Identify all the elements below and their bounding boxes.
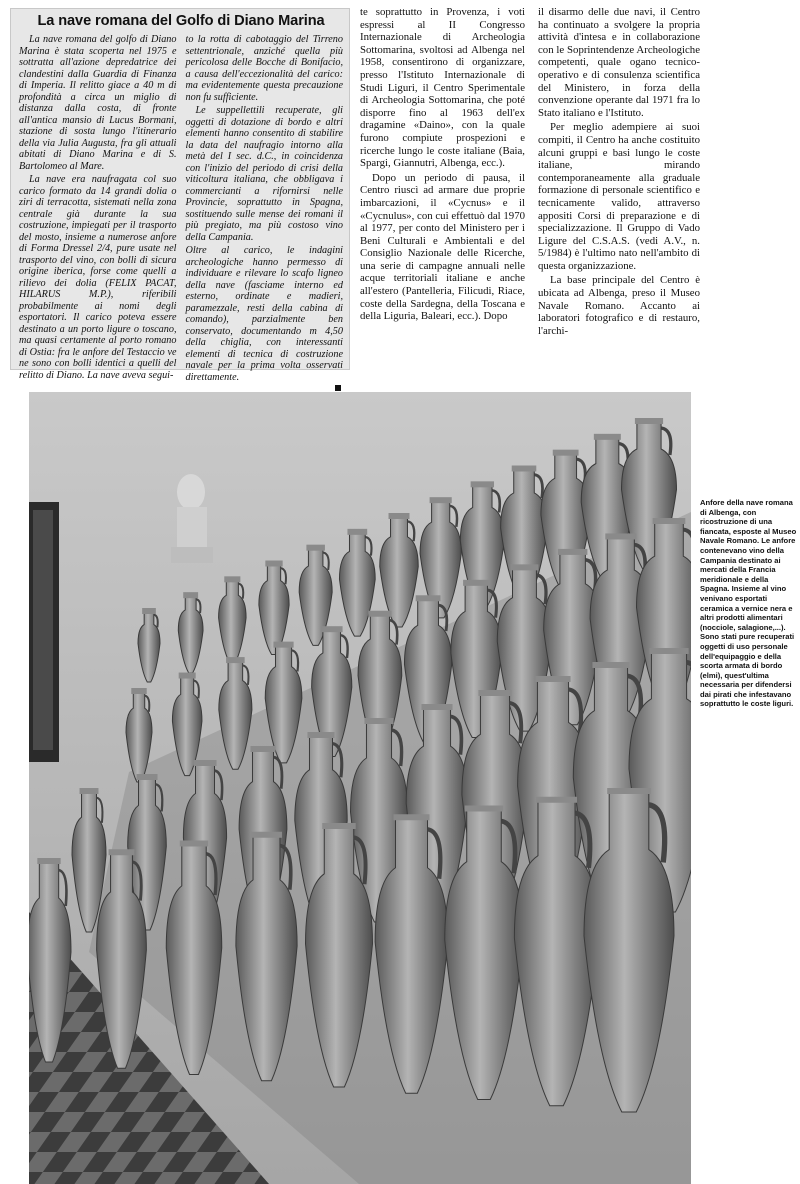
sidebar-title: La nave romana del Golfo di Diano Marina	[37, 13, 325, 29]
paragraph: Le suppellettili recuperate, gli oggetti di dotazione di bordo e altri elementi hanno consentito di stabilire la data del naufragio intorno alla metà del I sec. d.C., in coincidenza con l'inizio del periodo di crisi della viticoltura italiana, che obbligava i commercianti a rifornirsi nelle Provincie, soprattutto in Spagna, sostituendo sulle mense dei romani il più pregiato, ma più costoso vino della Campania.	[185, 105, 343, 243]
photo-caption: Anfore della nave romana di Albenga, con ricostruzione di una fiancata, esposte al Museo Navale Romano. Le anfore contenevano vino della Campania destinato ai mercati della Francia meridionale e della Spagna. Insieme al vino venivano esportati ceramica a vernice nera e altri prodotti alimentari (nocciole, salagione,...). Sono stati pure recuperati oggetti di uso personale dell'equipaggio e della scorta armata di bordo (elmi), quest'ultima necessaria per difendersi dai pirati che infestavano soprattutto le coste liguri.	[700, 498, 797, 709]
amphorae-photo	[29, 392, 691, 1184]
paragraph: Dopo un periodo di pausa, il Centro riuscì ad armare due proprie imbarcazioni, il «Cycnus» e il «Cycnulus», con cui effettuò dal 1970 al 1977, per conto del Ministero per i Beni Culturali e Ambientali e del Consiglio Nazionale delle Ricerche, una serie di campagne annuali nelle acque territoriali italiane e anche all'estero (Pantelleria, Filicudi, Riace, coste della Sardegna, della Toscana e della Liguria, Baleari, ecc.). Dopo	[360, 171, 525, 323]
article-column-4	[538, 6, 700, 337]
paragraph: Oltre al carico, le indagini archeologiche hanno permesso di individuare e rilevare lo scafo ligneo della nave (fasciame interno ed esterno, ordinate e madieri, paramezzale, resti della cabina di comando), parzialmente ben conservato, documentando m 4,50 della chiglia, con interessanti elementi di tecnica di costruzione navale per la prima volta osservati direttamente.	[185, 245, 343, 383]
paragraph: te soprattutto in Provenza, i voti espressi al II Congresso Internazionale di Archeologia Sottomarina, svoltosi ad Albenga nel 1958, consentirono di organizzare, presso l'Istituto Internazionale di Studi Liguri, il Centro Sperimentale di Archeologia Sottomarina, che poté disporre fino al 1963 dell'ex dragamine «Daino», con la quale furono compiute prospezioni e ricerche lungo le coste italiane (Baia, Spargi, Giannutri, Albenga, ecc.).	[360, 6, 525, 170]
paragraph: to la rotta di cabotaggio del Tirreno settentrionale, anziché quella più pericolosa delle Bocche di Bonifacio, a causa dell'eccezionalità del carico: ma evidentemente questa precauzione non fu sufficiente.	[185, 34, 343, 103]
sidebar-columns	[19, 34, 343, 395]
article-column-3	[360, 6, 525, 323]
paragraph: La nave romana del golfo di Diano Marina è stata scoperta nel 1975 e sottratta all'azione depredatrice dei clandestini dalla Guardia di Finanza di Imperia. Il relitto giace a 40 m di profondità a circa un miglio di distanza dalla costa, di fronte all'antica mansio di Lucus Bormani, stazione di sosta lungo l'itinerario della via Julia Augusta, fra gli attuali abitati di Diano Marina e di S. Bartolomeo al Mare.	[19, 34, 177, 172]
paragraph: La base principale del Centro è ubicata ad Albenga, preso il Museo Navale Romano. Accanto ai laboratori fotografico e di restauro, l'archi-	[538, 274, 700, 337]
paragraph: La nave era naufragata col suo carico formato da 14 grandi dolia o ziri di terracotta, sistemati nella zona centrale già durante la sua costruzione, impiegati per il trasporto del mosto, insieme a numerose anfore di Forma Dressel 2/4, pure usate nel trasporto del vino, con bolli di sicura origine iberica, forse come quelli a rilievo dei dolia (FELIX PACAT, HILARUS M.P.), riferibili probabilmente ai nomi degli esportatori. Il carico poteva essere destinato a un porto ligure o toscano, ma quasi certamente al porto romano di Ostia: fra le anfore del Testaccio ve ne sono con bolli identici a quelli del relitto di Diano. La nave aveva segui-	[19, 174, 177, 381]
paragraph: Per meglio adempiere ai suoi compiti, il Centro ha anche costituito alcuni gruppi e basi lungo le coste italiane, mirando contemporaneamente alla graduale formazione di personale scientifico e tecnicamente valido, attraverso appositi Corsi di preparazione e di specializzazione. Il Gruppo di Vado Ligure del C.S.A.S. (vedi A.V., n. 5/1984) è l'ultimo nato nell'ambito di questa organizzazione.	[538, 121, 700, 272]
sidebar-column-2	[186, 34, 344, 395]
paragraph: il disarmo delle due navi, il Centro ha continuato a svolgere la propria attività d'intesa e in collaborazione con le Soprintendenze Archeologiche competenti, quale ogano tecnico-operativo e di consulenza scientifica del Ministero, in forza della convenzione operante dal 1971 fra lo Stato italiano e l'Istituto.	[538, 6, 700, 119]
sidebar-box	[10, 8, 350, 383]
sidebar-column-1	[19, 34, 177, 395]
